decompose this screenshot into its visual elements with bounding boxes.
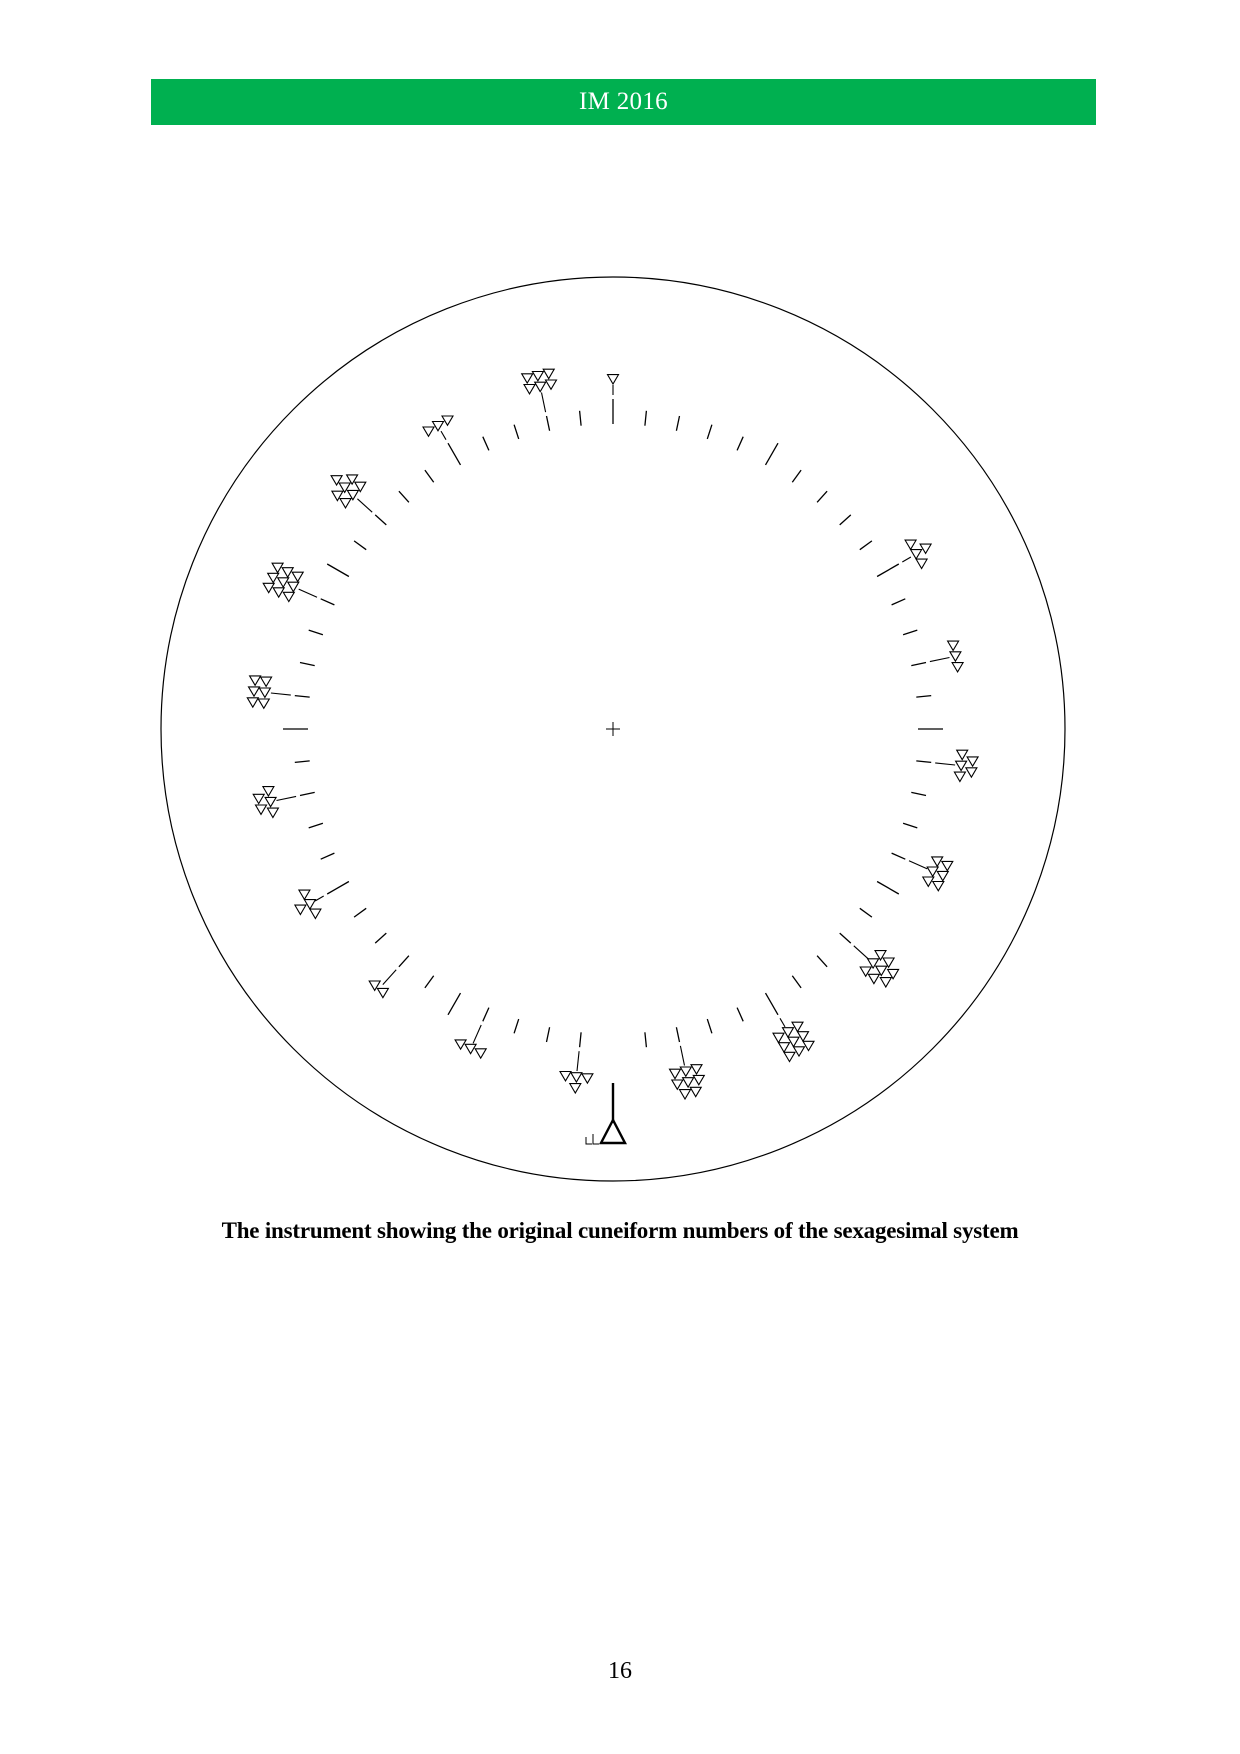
- tick-mark: [916, 761, 931, 763]
- tick-mark: [840, 515, 851, 525]
- tick-mark: [892, 599, 906, 605]
- tick-mark: [375, 933, 386, 943]
- numeral-wedge: [798, 1032, 809, 1041]
- numeral-stem: [780, 1018, 785, 1027]
- numeral-wedge: [259, 688, 270, 697]
- cuneiform-numeral: [247, 676, 290, 708]
- tick-mark: [860, 908, 872, 917]
- numeral-wedge: [571, 1073, 582, 1082]
- numeral-wedge: [272, 563, 283, 572]
- numeral-wedge: [954, 772, 965, 781]
- numeral-stem: [357, 499, 372, 512]
- tick-mark: [860, 541, 872, 550]
- tick-mark: [425, 976, 434, 988]
- numeral-wedge: [680, 1090, 691, 1099]
- tick-mark: [903, 630, 917, 635]
- numeral-stem: [277, 796, 297, 800]
- numeral-wedge: [475, 1049, 486, 1058]
- numeral-wedge: [282, 568, 293, 577]
- numeral-wedge: [927, 867, 938, 876]
- tick-mark: [707, 425, 712, 439]
- tick-mark: [354, 908, 366, 917]
- numeral-stem: [935, 763, 955, 765]
- numeral-stem: [902, 557, 911, 562]
- numeral-wedge: [267, 808, 278, 817]
- numeral-stem: [271, 693, 291, 695]
- numeral-wedge: [911, 550, 922, 559]
- tick-mark: [766, 443, 779, 465]
- tick-mark: [547, 1027, 550, 1042]
- numeral-wedge: [779, 1043, 790, 1052]
- cuneiform-numeral: [935, 750, 978, 781]
- numeral-wedge: [916, 559, 927, 568]
- numeral-wedge: [292, 572, 303, 581]
- tick-mark: [327, 882, 349, 895]
- numeral-wedge: [967, 757, 978, 766]
- tick-mark: [580, 1032, 582, 1047]
- tick-mark: [676, 1027, 679, 1042]
- numeral-wedge: [582, 1074, 593, 1083]
- numeral-stem: [542, 393, 546, 413]
- numeral-wedge: [933, 882, 944, 891]
- zero-marker: [601, 1083, 625, 1143]
- tick-mark: [448, 993, 461, 1015]
- numeral-wedge: [690, 1087, 701, 1096]
- tick-mark: [817, 956, 827, 967]
- numeral-wedge: [948, 641, 959, 650]
- numeral-wedge: [932, 857, 943, 866]
- numeral-wedge: [253, 794, 264, 803]
- tick-mark: [580, 411, 582, 426]
- tick-mark: [309, 823, 323, 828]
- cuneiform-numeral: [608, 375, 619, 395]
- tick-mark: [877, 564, 899, 577]
- numeral-wedge: [263, 583, 274, 592]
- numeral-wedge: [465, 1044, 476, 1053]
- numeral-wedge: [860, 967, 871, 976]
- numeral-wedge: [543, 369, 554, 378]
- numeral-stem: [854, 946, 869, 959]
- cuneiform-numeral: [909, 857, 953, 891]
- numeral-wedge: [880, 978, 891, 987]
- numeral-wedge: [524, 385, 535, 394]
- numeral-wedge: [788, 1037, 799, 1046]
- tick-mark: [911, 792, 926, 795]
- numeral-wedge: [560, 1072, 571, 1081]
- tick-mark: [877, 882, 899, 895]
- instrument-figure: [150, 268, 1090, 1188]
- figure-caption: The instrument showing the original cuneiform numbers of the sexagesimal system: [221, 1218, 1019, 1243]
- numeral-wedge: [691, 1065, 702, 1074]
- dial-svg: [150, 268, 1090, 1188]
- numeral-wedge: [532, 372, 543, 381]
- numeral-stem: [577, 1051, 579, 1071]
- numeral-wedge: [868, 974, 879, 983]
- numeral-wedge: [340, 499, 351, 508]
- numeral-wedge: [794, 1047, 805, 1056]
- numeral-wedge: [920, 544, 931, 553]
- tick-mark: [547, 416, 550, 431]
- tick-mark: [911, 663, 926, 666]
- tick-mark: [425, 470, 434, 482]
- tick-mark: [766, 993, 779, 1015]
- cuneiform-numeral: [253, 787, 296, 818]
- tick-mark: [514, 1019, 519, 1033]
- numeral-wedge: [672, 1080, 683, 1089]
- numeral-stem: [680, 1046, 684, 1066]
- numeral-wedge: [377, 988, 388, 997]
- numeral-wedge: [546, 380, 557, 389]
- numeral-wedge: [956, 761, 967, 770]
- header-title: IM 2016: [579, 88, 668, 115]
- numeral-wedge: [249, 687, 260, 696]
- numeral-wedge: [570, 1084, 581, 1093]
- tick-mark: [676, 416, 679, 431]
- tick-mark: [792, 470, 801, 482]
- numeral-wedge: [792, 1022, 803, 1031]
- page-number: 16: [608, 1658, 632, 1684]
- numeral-wedge: [423, 427, 434, 436]
- numeral-wedge: [247, 698, 258, 707]
- tick-mark: [300, 792, 315, 795]
- tick-mark: [300, 663, 315, 666]
- tick-mark: [514, 425, 519, 439]
- numeral-wedge: [905, 540, 916, 549]
- numeral-wedge: [288, 582, 299, 591]
- cuneiform-numeral: [670, 1046, 705, 1099]
- cuneiform-numeral: [369, 970, 396, 998]
- cuneiform-numeral: [423, 416, 453, 440]
- numeral-wedge: [331, 476, 342, 485]
- numeral-wedge: [937, 871, 948, 880]
- numeral-wedge: [784, 1052, 795, 1061]
- numeral-wedge: [923, 877, 934, 886]
- numeral-stem: [473, 1025, 481, 1043]
- tick-mark: [645, 1032, 647, 1047]
- numeral-wedge: [304, 900, 315, 909]
- numeral-stem: [930, 658, 950, 662]
- numeral-wedge: [957, 750, 968, 759]
- numeral-stem: [383, 970, 396, 985]
- cuneiform-numeral: [560, 1051, 593, 1093]
- numeral-wedge: [310, 909, 321, 918]
- numeral-wedge: [670, 1069, 681, 1078]
- zero-marker-small-wedges: [586, 1134, 599, 1144]
- numeral-wedge: [455, 1040, 466, 1049]
- cuneiform-numeral: [930, 641, 963, 672]
- tick-mark: [916, 696, 931, 698]
- tick-mark: [375, 515, 386, 525]
- numeral-wedge: [273, 588, 284, 597]
- numeral-stem: [315, 896, 324, 901]
- numeral-wedge: [952, 663, 963, 672]
- tick-mark: [792, 976, 801, 988]
- numeral-wedge: [683, 1078, 694, 1087]
- tick-mark: [645, 411, 647, 426]
- numeral-stem: [299, 589, 317, 597]
- numeral-wedge: [950, 652, 961, 661]
- tick-mark: [321, 853, 335, 859]
- cuneiform-numeral: [902, 540, 931, 568]
- numeral-wedge: [442, 416, 453, 425]
- numeral-wedge: [966, 768, 977, 777]
- tick-mark: [817, 491, 827, 502]
- numeral-wedge: [256, 805, 267, 814]
- numeral-wedge: [783, 1028, 794, 1037]
- cuneiform-numeral: [331, 475, 372, 512]
- numeral-wedge: [258, 699, 269, 708]
- numeral-wedge: [283, 592, 294, 601]
- cuneiform-numeral: [455, 1025, 486, 1058]
- numeral-wedge: [268, 573, 279, 582]
- numeral-wedge: [693, 1075, 704, 1084]
- numeral-wedge: [332, 491, 343, 500]
- numeral-wedge: [773, 1033, 784, 1042]
- cuneiform-numeral: [295, 890, 324, 918]
- cuneiform-numeral: [854, 946, 899, 987]
- tick-mark: [309, 630, 323, 635]
- tick-mark: [483, 1008, 489, 1022]
- tick-mark: [321, 599, 335, 605]
- tick-mark: [354, 541, 366, 550]
- cuneiform-numeral: [773, 1018, 814, 1061]
- numeral-wedge: [803, 1041, 814, 1050]
- tick-mark: [399, 491, 409, 502]
- numeral-wedge: [250, 676, 261, 685]
- numeral-stem: [909, 861, 927, 869]
- numeral-wedge: [369, 981, 380, 990]
- cuneiform-numeral: [522, 369, 557, 412]
- header-bar: [151, 79, 1096, 125]
- numeral-wedge: [299, 890, 310, 899]
- numeral-stem: [441, 431, 446, 440]
- numeral-wedge: [535, 382, 546, 391]
- tick-mark: [295, 761, 310, 763]
- tick-mark: [483, 437, 489, 451]
- numeral-wedge: [608, 375, 619, 384]
- numeral-wedge: [942, 861, 953, 870]
- numeral-wedge: [295, 905, 306, 914]
- tick-mark: [327, 564, 349, 577]
- tick-mark: [295, 696, 310, 698]
- tick-mark: [737, 437, 743, 451]
- tick-mark: [892, 853, 906, 859]
- numeral-wedge: [261, 677, 272, 686]
- tick-mark: [840, 933, 851, 943]
- numeral-wedge: [680, 1067, 691, 1076]
- tick-mark: [399, 956, 409, 967]
- tick-mark: [707, 1019, 712, 1033]
- numeral-wedge: [433, 422, 444, 431]
- cuneiform-numeral: [263, 563, 317, 601]
- tick-mark: [448, 443, 461, 465]
- tick-mark: [903, 823, 917, 828]
- numeral-wedge: [522, 374, 533, 383]
- center-cross: [606, 722, 620, 736]
- tick-mark: [737, 1008, 743, 1022]
- numeral-wedge: [278, 578, 289, 587]
